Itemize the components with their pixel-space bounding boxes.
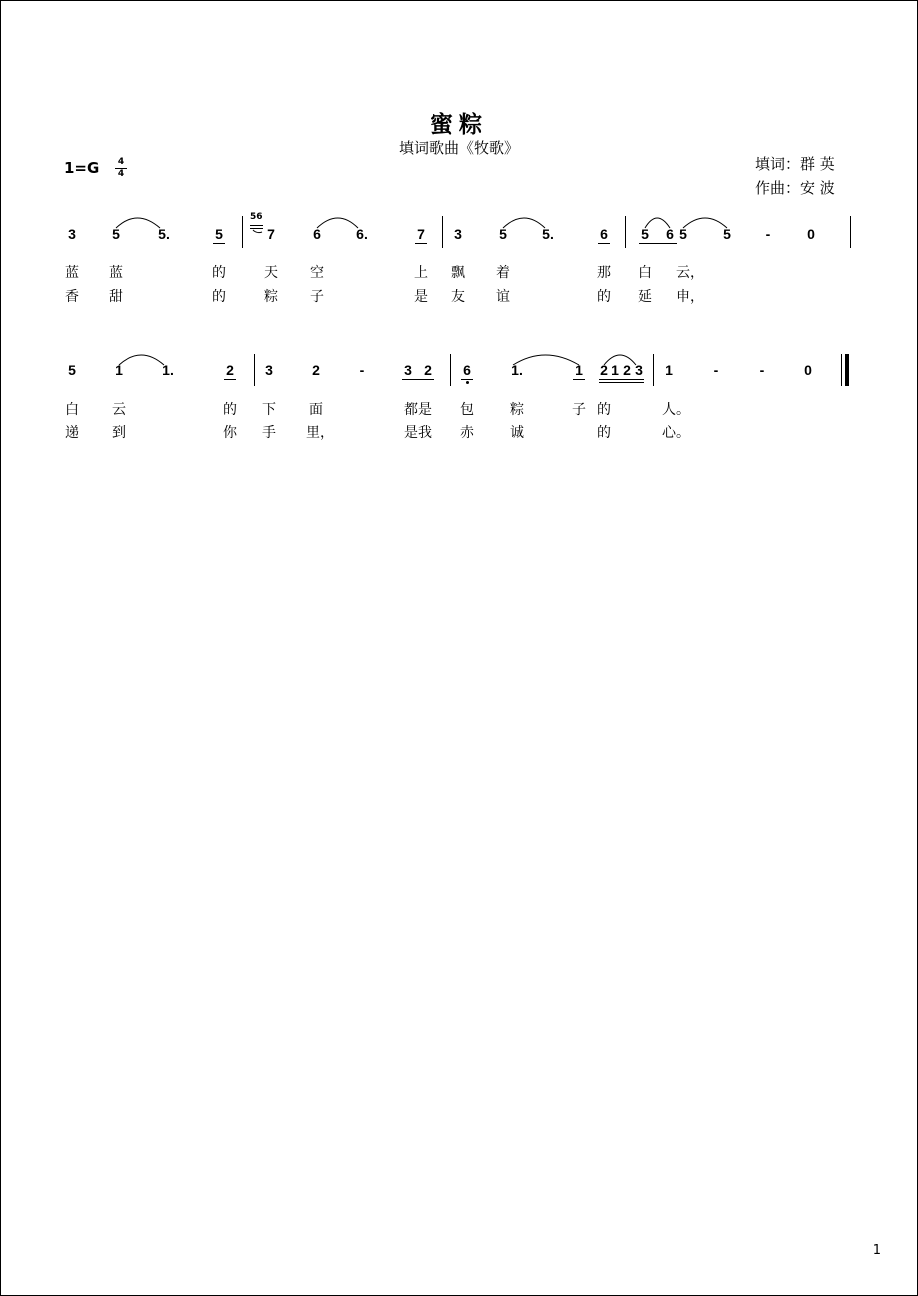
lyric: 上 <box>414 265 428 281</box>
note: 1 <box>611 362 619 378</box>
grace-tie <box>253 230 262 233</box>
note: 5. <box>542 226 554 242</box>
note: 3 <box>68 226 76 242</box>
lyric: 是 <box>414 289 428 305</box>
note: - <box>713 362 719 378</box>
lyric: 的 <box>597 289 611 305</box>
slur <box>645 218 670 228</box>
note: - <box>359 362 365 378</box>
lyric: 你 <box>223 425 237 441</box>
lyric: 到 <box>112 425 126 441</box>
note: 0 <box>807 226 815 242</box>
note: - <box>759 362 765 378</box>
lyric: 包 <box>460 402 474 418</box>
lyric: 香 <box>65 289 79 305</box>
note: 0 <box>804 362 812 378</box>
lyric: 申， <box>676 289 704 305</box>
note: 2 <box>600 362 608 378</box>
key-signature: 1=G <box>64 159 100 177</box>
note: 3 <box>265 362 273 378</box>
lyric: 的 <box>597 425 611 441</box>
slur <box>119 355 164 365</box>
note: 5 <box>679 226 687 242</box>
lyric: 递 <box>65 425 79 441</box>
note: 5 <box>723 226 731 242</box>
note: 5. <box>158 226 170 242</box>
lyric: 空 <box>310 265 324 281</box>
lyric: 赤 <box>460 425 474 441</box>
slur <box>317 218 358 228</box>
song-title: 蜜粽 <box>430 112 488 138</box>
note: 1. <box>162 362 174 378</box>
grace-notes: 56 <box>250 212 263 222</box>
lyric: 的 <box>223 402 237 418</box>
slur <box>683 218 727 228</box>
note: 1 <box>665 362 673 378</box>
note: 2 <box>623 362 631 378</box>
lyric: 延 <box>638 289 652 305</box>
lyric: 人。 <box>662 402 690 418</box>
note: 2 <box>226 362 234 378</box>
lyric: 子 <box>572 402 586 418</box>
lyric: 是我 <box>404 425 432 441</box>
lyric: 友 <box>451 289 465 305</box>
note: 7 <box>417 226 425 242</box>
lyric: 都是 <box>404 402 432 418</box>
note: 1 <box>115 362 123 378</box>
note: 5 <box>112 226 120 242</box>
lyric: 飘 <box>451 265 465 281</box>
note: 6 <box>313 226 321 242</box>
time-signature-denominator: 4 <box>115 168 127 180</box>
note: 2 <box>312 362 320 378</box>
lyric: 谊 <box>496 289 510 305</box>
lyric: 诚 <box>510 425 524 441</box>
note: 5 <box>68 362 76 378</box>
lyric: 着 <box>496 265 510 281</box>
note: 6. <box>356 226 368 242</box>
note: 6 <box>666 226 674 242</box>
lyric: 蓝 <box>65 265 79 281</box>
lyric: 粽 <box>510 402 524 418</box>
lyric: 粽 <box>264 289 278 305</box>
lyric: 云 <box>112 402 126 418</box>
note: 5 <box>215 226 223 242</box>
note: 5 <box>499 226 507 242</box>
slur <box>503 218 545 228</box>
lyric: 云， <box>676 265 704 281</box>
composer-credit: 作曲：安 波 <box>755 179 835 197</box>
slur <box>513 355 579 365</box>
lyric: 白 <box>65 402 79 418</box>
song-subtitle: 填词歌曲《牧歌》 <box>398 139 519 157</box>
note: 3 <box>454 226 462 242</box>
lyric: 的 <box>212 289 226 305</box>
slur <box>604 355 636 365</box>
note: 5 <box>641 226 649 242</box>
note: 1 <box>575 362 583 378</box>
note: 7 <box>267 226 275 242</box>
note: - <box>765 226 771 242</box>
note: 6 <box>600 226 608 242</box>
note: 1. <box>511 362 523 378</box>
lyric: 蓝 <box>109 265 123 281</box>
lyric: 面 <box>309 402 323 418</box>
lyric: 那 <box>597 265 611 281</box>
page-number: 1 <box>872 1243 881 1258</box>
lyric: 白 <box>638 265 652 281</box>
lyric: 的 <box>212 265 226 281</box>
lyric: 天 <box>264 265 278 281</box>
note: 3 <box>635 362 643 378</box>
lyricist-credit: 填词：群 英 <box>755 155 835 173</box>
note: 3 <box>404 362 412 378</box>
lyric: 里， <box>306 425 334 441</box>
note: 2 <box>424 362 432 378</box>
lyric: 子 <box>310 289 324 305</box>
lyric: 手 <box>262 425 276 441</box>
lyric: 甜 <box>109 289 123 305</box>
lyric: 下 <box>262 402 276 418</box>
lyric: 心。 <box>662 425 690 441</box>
lyric: 的 <box>597 402 611 418</box>
slur <box>116 218 160 228</box>
note: 6 <box>463 362 471 378</box>
time-signature-numerator: 4 <box>117 157 125 167</box>
